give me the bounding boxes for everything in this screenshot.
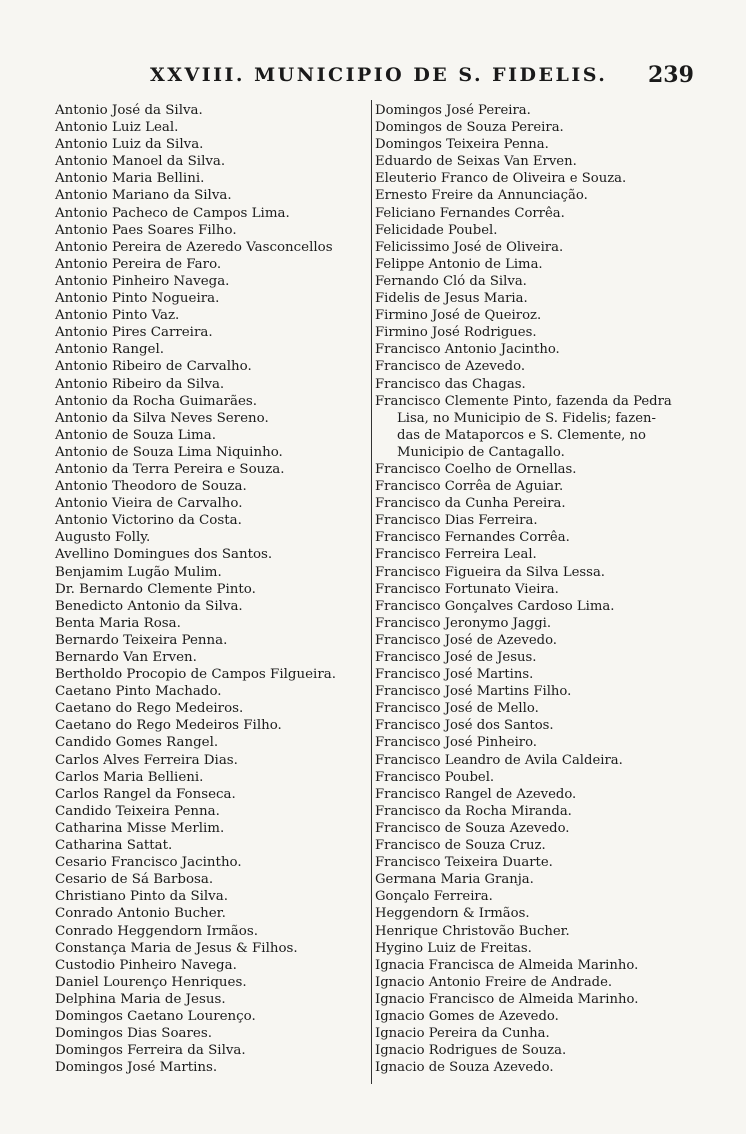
name-entry: Domingos Caetano Lourenço. (55, 1008, 256, 1024)
name-entry: Germana Maria Granja. (375, 872, 534, 888)
name-entry: Caetano do Rego Medeiros Filho. (55, 718, 282, 734)
name-entry: Antonio Pereira de Faro. (55, 256, 222, 272)
name-entry: Ignacio de Souza Azevedo. (375, 1060, 554, 1076)
name-entry: Antonio Pacheco de Campos Lima. (55, 205, 290, 221)
name-entry: Caetano Pinto Machado. (55, 684, 222, 700)
name-entry-continuation: Municipio de Cantagallo. (397, 444, 565, 460)
name-entry: Francisco de Souza Cruz. (375, 838, 546, 854)
name-entry: Francisco José dos Santos. (375, 718, 554, 734)
name-entry: Antonio Paes Soares Filho. (55, 222, 237, 238)
name-entry: Conrado Antonio Bucher. (55, 906, 226, 922)
name-entry: Fidelis de Jesus Maria. (375, 291, 528, 307)
name-entry: Antonio Vieira de Carvalho. (55, 496, 243, 512)
name-entry: Constança Maria de Jesus & Filhos. (55, 940, 298, 956)
name-entry: Francisco Teixeira Duarte. (375, 855, 553, 871)
name-entry: Cesario de Sá Barbosa. (55, 872, 214, 888)
name-entry: Antonio Theodoro de Souza. (55, 479, 247, 495)
name-entry: Firmino José de Queiroz. (375, 308, 542, 324)
page-title: XXVIII. MUNICIPIO DE S. FIDELIS. (150, 64, 608, 86)
name-entry: Avellino Domingues dos Santos. (55, 547, 273, 563)
column-divider (371, 100, 372, 1084)
name-entry: Francisco Leandro de Avila Caldeira. (375, 752, 623, 768)
name-entry: Custodio Pinheiro Navega. (55, 957, 237, 973)
name-entry: Francisco de Souza Azevedo. (375, 820, 570, 836)
name-entry: Cesario Francisco Jacintho. (55, 855, 242, 871)
name-entry: Felippe Antonio de Lima. (375, 256, 543, 272)
name-entry: Francisco de Azevedo. (375, 359, 526, 375)
name-entry: Benedicto Antonio da Silva. (55, 598, 243, 614)
name-entry: Felicidade Poubel. (375, 222, 498, 238)
name-entry: Francisco Clemente Pinto, fazenda da Pedra (375, 393, 672, 409)
page-number: 239 (648, 62, 694, 88)
right-column-list (375, 102, 730, 1076)
name-entry: Antonio José da Silva. (55, 103, 203, 118)
name-entry: Francisco Coelho de Ornellas. (375, 461, 577, 477)
name-entry: Antonio Pinheiro Navega. (55, 273, 230, 289)
name-entry: Hygino Luiz de Freitas. (375, 940, 532, 956)
name-entry: Francisco José de Azevedo. (375, 632, 557, 648)
name-entry: Francisco Rangel de Azevedo. (375, 786, 577, 802)
name-entry: Antonio Luiz Leal. (55, 120, 179, 136)
name-entry: Francisco da Rocha Miranda. (375, 803, 572, 819)
name-entry: Francisco da Cunha Pereira. (375, 496, 566, 512)
name-entry: Heggendorn & Irmãos. (375, 906, 530, 922)
name-entry: Bertholdo Procopio de Campos Filgueira. (55, 667, 336, 683)
name-entry: Ignacio Rodrigues de Souza. (375, 1043, 567, 1059)
name-entry: Ignacio Gomes de Azevedo. (375, 1008, 559, 1024)
name-entry: Candido Gomes Rangel. (55, 735, 219, 751)
name-entry: Bernardo Van Erven. (55, 650, 197, 665)
name-entry: Caetano do Rego Medeiros. (55, 701, 244, 717)
name-entry: Antonio Manoel da Silva. (55, 154, 226, 170)
name-entry: Ignacio Pereira da Cunha. (375, 1026, 550, 1042)
name-entry: Antonio Ribeiro da Silva. (55, 376, 225, 392)
name-entry: Felicissimo José de Oliveira. (375, 239, 564, 255)
name-entry: Antonio Pereira de Azeredo Vasconcellos (55, 239, 333, 255)
name-entry: Conrado Heggendorn Irmãos. (55, 923, 258, 939)
name-entry: Francisco Corrêa de Aguiar. (375, 479, 564, 495)
name-entry: Bernardo Teixeira Penna. (55, 632, 228, 648)
name-entry: Catharina Misse Merlim. (55, 820, 225, 836)
name-entry: Antonio Ribeiro de Carvalho. (55, 359, 252, 375)
name-entry: Carlos Alves Ferreira Dias. (55, 752, 238, 768)
name-entry: Carlos Maria Bellieni. (55, 769, 204, 785)
name-entry: Antonio Victorino da Costa. (55, 513, 242, 529)
name-entry: Carlos Rangel da Fonseca. (55, 786, 236, 802)
page-header (0, 60, 746, 94)
name-entry-continuation: Lisa, no Municipio de S. Fidelis; fazen- (397, 410, 656, 426)
name-entry: Dr. Bernardo Clemente Pinto. (55, 581, 256, 597)
name-entry: Antonio da Silva Neves Sereno. (55, 410, 269, 426)
name-entry: Antonio de Souza Lima Niquinho. (55, 444, 283, 460)
name-entry: Francisco Dias Ferreira. (375, 513, 538, 529)
name-entry: Ernesto Freire da Annunciação. (375, 188, 588, 204)
name-entry: Domingos José Martins. (55, 1060, 218, 1076)
name-entry: Antonio Pinto Nogueira. (55, 291, 220, 307)
name-entry: Francisco Fernandes Corrêa. (375, 530, 570, 546)
name-entry: Antonio Maria Bellini. (55, 171, 205, 187)
name-entry: Francisco Jeronymo Jaggi. (375, 615, 552, 631)
name-entry: Domingos Teixeira Penna. (375, 137, 549, 153)
name-entry: Antonio da Rocha Guimarães. (55, 393, 258, 409)
name-entry: Francisco Gonçalves Cardoso Lima. (375, 598, 615, 614)
name-entry: Francisco das Chagas. (375, 376, 526, 392)
name-entry: Antonio Pires Carreira. (55, 325, 213, 341)
name-entry: Benta Maria Rosa. (55, 615, 181, 631)
name-entry: Eleuterio Franco de Oliveira e Souza. (375, 171, 627, 187)
name-entry: Henrique Christovão Bucher. (375, 923, 570, 939)
name-entry: Domingos Dias Soares. (55, 1026, 212, 1042)
name-entry: Francisco Antonio Jacintho. (375, 342, 560, 358)
name-entry: Antonio de Souza Lima. (55, 427, 216, 443)
name-entry: Eduardo de Seixas Van Erven. (375, 154, 577, 170)
name-entry: Francisco José Martins. (375, 667, 534, 683)
name-entry: Francisco Figueira da Silva Lessa. (375, 564, 606, 580)
name-entry-continuation: das de Mataporcos e S. Clemente, no (397, 427, 646, 443)
name-entry: Fernando Cló da Silva. (375, 273, 527, 289)
name-entry: Candido Teixeira Penna. (55, 803, 220, 819)
name-entry: Catharina Sattat. (55, 838, 173, 854)
name-entry: Daniel Lourenço Henriques. (55, 974, 247, 990)
name-entry: Benjamim Lugão Mulim. (55, 564, 222, 580)
name-entry: Ignacia Francisca de Almeida Marinho. (375, 957, 639, 973)
name-entry: Antonio Luiz da Silva. (55, 137, 204, 153)
name-entry: Ignacio Antonio Freire de Andrade. (375, 974, 613, 990)
name-entry: Antonio Rangel. (55, 342, 164, 358)
name-entry: Francisco José de Jesus. (375, 650, 537, 665)
name-entry: Antonio Pinto Vaz. (55, 308, 180, 324)
name-entry: Ignacio Francisco de Almeida Marinho. (375, 991, 639, 1007)
name-entry: Domingos José Pereira. (375, 103, 531, 118)
name-entry: Domingos Ferreira da Silva. (55, 1043, 246, 1059)
name-entry: Francisco Poubel. (375, 769, 495, 785)
name-entry: Gonçalo Ferreira. (375, 889, 493, 905)
name-entry: Domingos de Souza Pereira. (375, 120, 564, 136)
name-entry: Francisco José Martins Filho. (375, 684, 572, 700)
name-entry: Christiano Pinto da Silva. (55, 889, 228, 905)
name-entry: Augusto Folly. (55, 530, 151, 546)
name-entry: Antonio da Terra Pereira e Souza. (55, 461, 285, 477)
name-entry: Francisco Ferreira Leal. (375, 547, 537, 563)
name-entry: Firmino José Rodrigues. (375, 325, 537, 341)
name-entry: Antonio Mariano da Silva. (55, 188, 232, 204)
name-entry: Delphina Maria de Jesus. (55, 991, 226, 1007)
name-entry: Feliciano Fernandes Corrêa. (375, 205, 565, 221)
left-column-list (55, 102, 370, 1076)
name-entry: Francisco José de Mello. (375, 701, 539, 717)
name-entry: Francisco Fortunato Vieira. (375, 581, 559, 597)
name-entry: Francisco José Pinheiro. (375, 735, 537, 751)
